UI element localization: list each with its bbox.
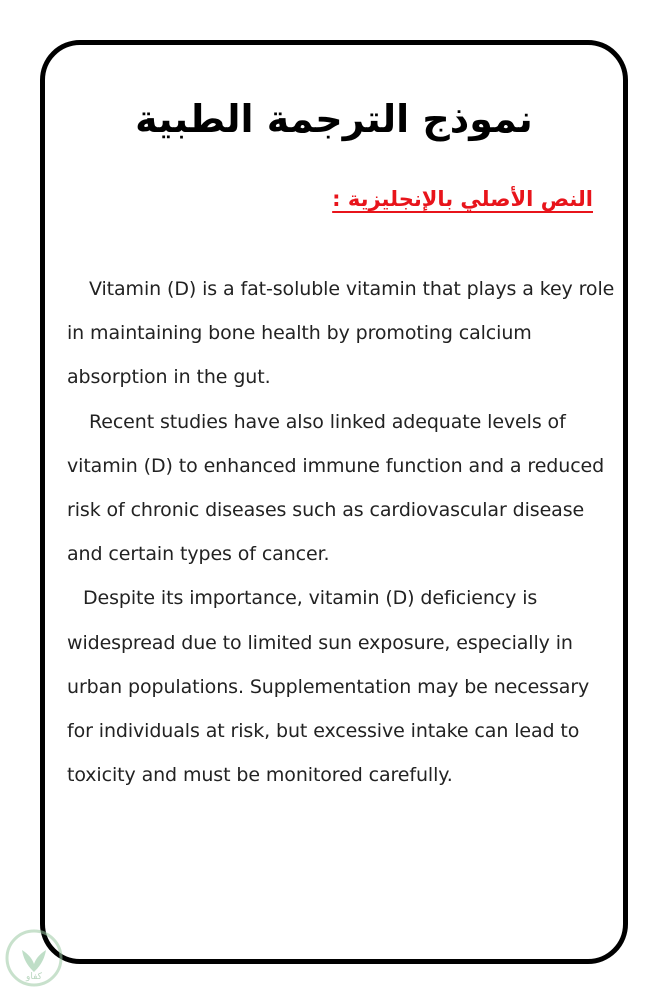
paragraph-1: Vitamin (D) is a fat-soluble vitamin that plays a key role in maintaining bone health by promoting calcium absorption in the gut. bbox=[67, 278, 615, 389]
document-title: نموذج الترجمة الطبية bbox=[135, 97, 533, 141]
paragraph-2: Recent studies have also linked adequate levels of vitamin (D) to enhanced immune function and a reduced risk of chronic diseases such as cardiovascular disease and certain types of cancer. bbox=[67, 410, 605, 566]
paragraph-3: Despite its importance, vitamin (D) deficiency is widespread due to limited sun exposure, especially in urban populations. Supplementation may be necessary for individuals at risk, but excessive intake can lead to toxicity and must be monitored carefully. bbox=[67, 587, 590, 787]
leaf-circle-logo-icon bbox=[2, 928, 66, 992]
logo-text: كفاو bbox=[26, 972, 42, 982]
original-text-heading: النص الأصلي بالإنجليزية : bbox=[332, 187, 593, 211]
original-text-body bbox=[67, 267, 615, 797]
watermark-logo bbox=[2, 928, 66, 992]
document-card bbox=[40, 40, 628, 964]
